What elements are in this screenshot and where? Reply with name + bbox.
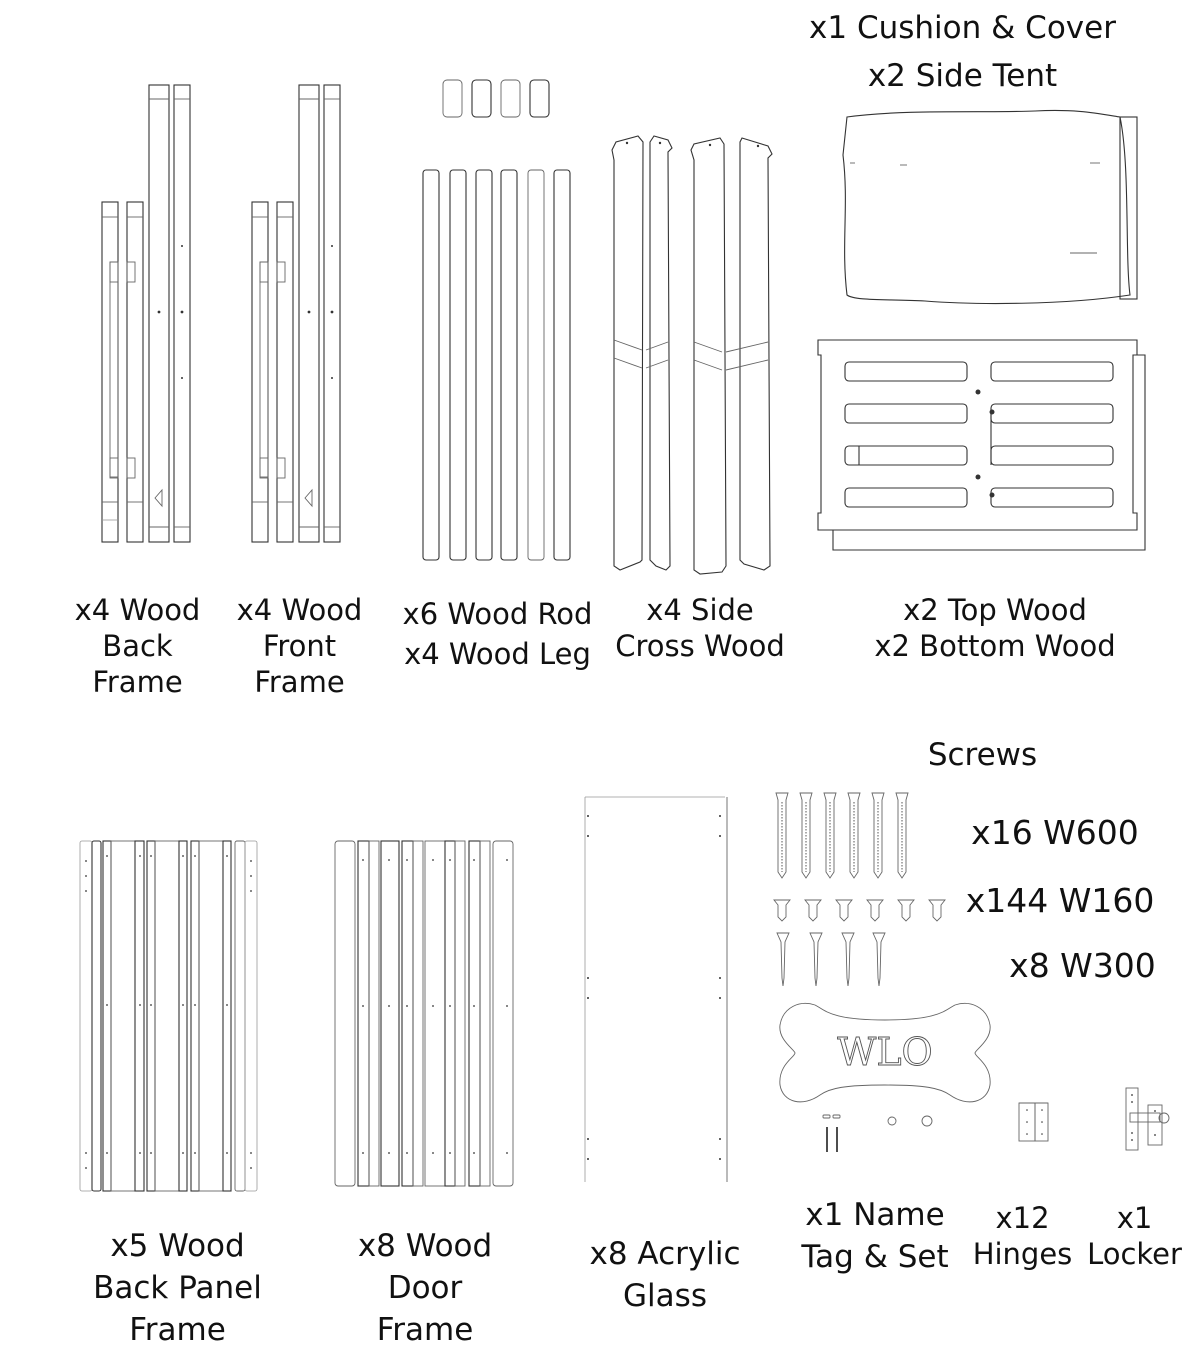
- door-frame-label: x8 Wood Door Frame: [357, 1228, 493, 1348]
- name-tag-text: WLO: [837, 1030, 933, 1074]
- top-bottom-wood-icon: [815, 335, 1160, 565]
- screw-w160-drawing: [770, 895, 950, 930]
- locker-label: x1 Locker: [1087, 1201, 1182, 1271]
- side-cross-wood-label: x4 Side Cross Wood: [615, 593, 785, 663]
- screw-w160-icon: [770, 895, 950, 930]
- cushion-label: x1 Cushion & Cover x2 Side Tent: [809, 10, 1116, 94]
- acrylic-glass-icon: [580, 792, 730, 1187]
- top-bottom-wood-drawing: [815, 335, 1160, 565]
- screw-w300-drawing: [770, 930, 900, 990]
- front-frame-label: x4 Wood Front Frame: [236, 593, 363, 699]
- screw-w160-label: x144 W160: [965, 881, 1155, 920]
- side-cross-wood-icon: [610, 130, 780, 575]
- back-frame-label: x4 Wood Back Frame: [74, 593, 201, 699]
- door-frame-icon: [333, 838, 523, 1193]
- hinge-drawing: [1015, 1100, 1055, 1145]
- back-frame-icon: [95, 80, 205, 550]
- hinge-icon: [1015, 1100, 1055, 1145]
- cushion-icon: [835, 105, 1135, 315]
- wood-rods-icon: [415, 75, 585, 565]
- acrylic-glass-drawing: [580, 792, 730, 1187]
- front-frame-drawing: [245, 80, 355, 550]
- back-frame-drawing: [95, 80, 205, 550]
- screw-w600-icon: [770, 790, 920, 880]
- rod-leg-label: x6 Wood Rod x4 Wood Leg: [402, 597, 593, 671]
- screws-heading: Screws: [927, 737, 1038, 773]
- bone-name-tag-icon: [775, 995, 995, 1155]
- locker-icon: [1120, 1085, 1180, 1155]
- cushion-drawing: [835, 105, 1135, 315]
- screw-w300-icon: [770, 930, 900, 990]
- back-panel-frame-drawing: [78, 838, 268, 1193]
- back-panel-frame-icon: [78, 838, 268, 1193]
- hinges-label: x12 Hinges: [972, 1201, 1073, 1271]
- screw-w600-label: x16 W600: [971, 813, 1139, 852]
- side-cross-wood-drawing: [610, 130, 780, 575]
- name-tag-drawing: [775, 995, 995, 1155]
- name-tag-label: x1 Name Tag & Set: [801, 1197, 949, 1275]
- back-panel-frame-label: x5 Wood Back Panel Frame: [93, 1228, 262, 1348]
- acrylic-glass-label: x8 Acrylic Glass: [589, 1236, 741, 1314]
- door-frame-drawing: [333, 838, 523, 1193]
- top-bottom-wood-label: x2 Top Wood x2 Bottom Wood: [874, 593, 1116, 663]
- locker-drawing: [1120, 1085, 1180, 1155]
- front-frame-icon: [245, 80, 355, 550]
- rod-leg-drawing: [415, 75, 585, 565]
- screw-w600-drawing: [770, 790, 920, 880]
- screw-w300-label: x8 W300: [1009, 946, 1156, 985]
